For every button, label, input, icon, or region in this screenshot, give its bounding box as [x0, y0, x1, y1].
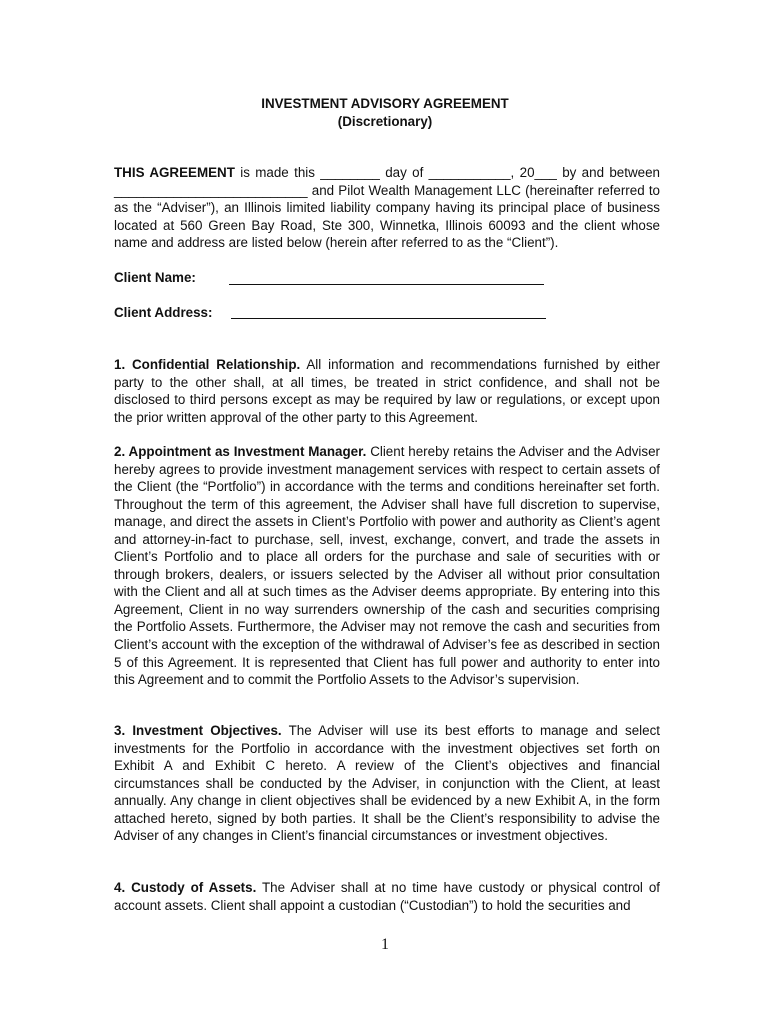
section-4-heading: 4. Custody of Assets. — [114, 880, 257, 895]
section-1-heading: 1. Confidential Relationship. — [114, 357, 301, 372]
section-1-text: All information and recommendations furnished by either party to the other shall, at all times, be treated in strict confidence, and shall not be disclosed to third persons except as may be required by law or regulations, or except upon the prior written approval of the other party to this Agreement. — [114, 357, 660, 425]
section-2 — [114, 443, 660, 689]
section-2-heading: 2. Appointment as Investment Manager. — [114, 444, 367, 459]
client-name-field[interactable] — [229, 284, 544, 285]
client-address-label: Client Address: — [114, 305, 213, 320]
document-subtitle: (Discretionary) — [337, 114, 433, 129]
intro-paragraph — [114, 164, 660, 252]
intro-text: is made this ________ day of ___________, 20___ by and between __________________________ and Pilot Wealth Management LLC (hereinafter referred to as the “Adviser”), an Illinois limited liability company having its principal place of business located at 560 Green Bay Road, Ste 300, Winnetka, Illinois 60093 and the client whose name and address are listed below (herein after referred to as the “Client”). — [114, 165, 660, 251]
section-2-text: Client hereby retains the Adviser and the Adviser hereby agrees to provide investment management services with respect to certain assets of the Client (the “Portfolio”) in accordance with the terms and conditions hereinafter set forth. Throughout the term of this agreement, the Adviser shall have full discretion to supervise, manage, and direct the assets in Client’s Portfolio with power and authority as Client’s agent and attorney-in-fact to purchase, sell, invest, exchange, convert, and trade the assets in Client’s Portfolio and to place all orders for the purchase and sale of securities with or through brokers, dealers, or issuers selected by the Adviser all without prior consultation with the Client and all at such times as the Adviser deems appropriate. By entering into this Agreement, Client in no way surrenders ownership of the cash and securities comprising the Portfolio Assets. Furthermore, the Adviser may not remove the cash and securities from Client’s account with the exception of the withdrawal of Adviser’s fee as described in section 5 of this Agreement. It is represented that Client has full power and authority to enter into this Agreement and to commit the Portfolio Assets to the Advisor’s supervision. — [114, 444, 661, 688]
page-number: 1 — [381, 936, 389, 953]
intro-lead: THIS AGREEMENT — [114, 165, 235, 180]
section-3-heading: 3. Investment Objectives. — [114, 723, 282, 738]
section-1 — [114, 356, 660, 426]
client-address-field[interactable] — [231, 318, 546, 319]
section-3 — [114, 722, 660, 845]
client-name-label: Client Name: — [114, 270, 196, 285]
section-3-text: The Adviser will use its best efforts to manage and select investments for the Portfolio in accordance with the investment objectives set forth on Exhibit A and Exhibit C hereto. A review of the Client’s objectives and financial circumstances shall be conducted by the Adviser, in conjunction with the Client, at least annually. Any change in client objectives shall be evidenced by a new Exhibit A, in the form attached hereto, signed by both parties. It shall be the Client’s responsibility to advise the Adviser of any changes in Client’s financial circumstances or investment objectives. — [114, 723, 660, 844]
section-4-text: The Adviser shall at no time have custody or physical control of account assets. Client shall appoint a custodian (“Custodian”) to hold the securities and — [114, 880, 660, 913]
section-4 — [114, 879, 660, 914]
document-title: INVESTMENT ADVISORY AGREEMENT — [261, 96, 509, 111]
